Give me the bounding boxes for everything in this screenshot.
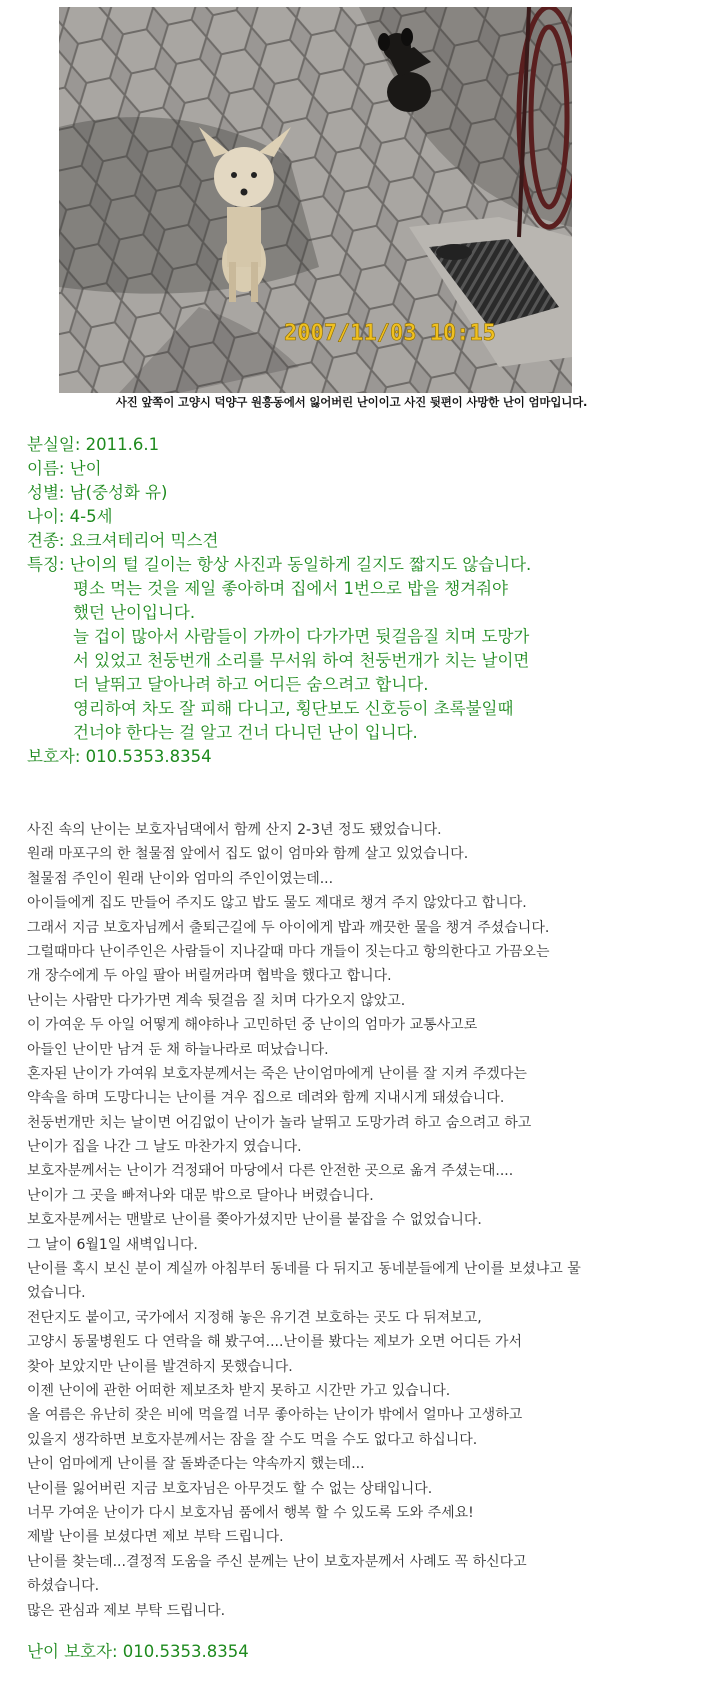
feature-line: 늘 겁이 많아서 사람들이 가까이 다가가면 뒷걸음질 치며 도망가 [73,627,530,646]
story-line: 난이는 사람만 다가가면 계속 뒷걸음 질 치며 다가오지 않았고. [27,992,406,1009]
story-line: 원래 마포구의 한 철물점 앞에서 집도 없이 엄마와 함께 살고 있었습니다. [27,846,469,863]
footer-guardian-contact: 난이 보호자: 010.5353.8354 [27,1642,249,1661]
story-line: 개 장수에게 두 아일 팔아 버릴꺼라며 협박을 했다고 합니다. [27,968,392,985]
story-line: 보호자분께서는 맨발로 난이를 쫒아가셨지만 난이를 붙잡을 수 없었습니다. [27,1212,482,1229]
story-line: 고양시 동물병원도 다 연락을 해 봤구여....난이를 봤다는 제보가 오면 어디든 가서 [27,1334,523,1351]
feature-line: 영리하여 차도 잘 피해 다니고, 횡단보도 신호등이 초록불일때 [73,699,514,718]
story-line: 이 가여운 두 아일 어떻게 해야하나 고민하던 중 난이의 엄마가 교통사고로 [27,1017,478,1034]
story-line: 혼자된 난이가 가여워 보호자분께서는 죽은 난이엄마에게 난이를 잘 지켜 주겠다는 [27,1065,527,1082]
story-line: 있을지 생각하면 보호자분께서는 잠을 잘 수도 먹을 수도 없다고 하십니다. [27,1431,478,1448]
story-line: 그 날이 6월1일 새벽입니다. [27,1236,198,1253]
dog-name: 이름: 난이 [27,459,102,478]
story-line: 난이를 찾는데...결정적 도움을 주신 분께는 난이 보호자분께서 사례도 꼭 하신다고 [27,1553,527,1570]
dog-age: 나이: 4-5세 [27,507,113,526]
story-line: 난이를 잃어버린 지금 보호자님은 아무것도 할 수 없는 상태입니다. [27,1480,433,1497]
story-line: 천둥번개만 치는 날이면 어김없이 난이가 놀라 날뛰고 도망가려 하고 숨으려고 하고 [27,1114,532,1131]
lost-date: 분실일: 2011.6.1 [27,435,160,454]
dog-info [27,433,531,769]
story-line: 아이들에게 집도 만들어 주지도 않고 밥도 물도 제대로 챙겨 주지 않았다고 합니다. [27,895,527,912]
story-line: 이젠 난이에 관한 어떠한 제보조차 받지 못하고 시간만 가고 있습니다. [27,1382,451,1399]
dog-features: 특징: 난이의 털 길이는 항상 사진과 동일하게 길지도 짧지도 않습니다. [27,555,532,574]
dog-breed: 견종: 요크셔테리어 믹스견 [27,531,219,550]
story-line: 제발 난이를 보셨다면 제보 부탁 드립니다. [27,1529,284,1546]
story-line: 그럴때마다 난이주인은 사람들이 지나갈때 마다 개들이 짓는다고 항의한다고 가끔오는 [27,943,550,960]
story-line: 난이가 집을 나간 그 날도 마찬가지 였습니다. [27,1139,302,1156]
story-line: 철물점 주인이 원래 난이와 엄마의 주인이였는데... [27,870,334,887]
feature-line: 평소 먹는 것을 제일 좋아하며 집에서 1번으로 밥을 챙겨줘야 [73,579,508,598]
story-line: 보호자분께서는 난이가 걱정돼어 마당에서 다른 안전한 곳으로 옮겨 주셨는대.... [27,1163,514,1180]
story-line: 그래서 지금 보호자님께서 출퇴근길에 두 아이에게 밥과 깨끗한 물을 챙겨 주셨습니다. [27,919,550,936]
feature-line: 서 있었고 천둥번개 소리를 무서워 하여 천둥번개가 치는 날이면 [73,651,530,670]
story-line: 올 여름은 유난히 잦은 비에 먹을껄 너무 좋아하는 난이가 밖에서 얼마나 고생하고 [27,1407,523,1424]
guardian-contact: 보호자: 010.5353.8354 [27,747,212,766]
story-line: 아들인 난이만 남겨 둔 채 하늘나라로 떠났습니다. [27,1041,329,1058]
feature-line: 더 날뛰고 달아나려 하고 어디든 숨으려고 합니다. [73,675,429,694]
dog-gender: 성별: 남(중성화 유) [27,483,168,502]
story-line: 사진 속의 난이는 보호자님댁에서 함께 산지 2-3년 정도 됐었습니다. [27,822,442,838]
feature-line: 건너야 한다는 걸 알고 건너 다니던 난이 입니다. [73,723,418,742]
photo-caption: 사진 앞쪽이 고양시 덕양구 원흥동에서 잃어버린 난이이고 사진 뒷편이 사망한 난이 엄마입니다. [115,395,588,409]
story-line: 전단지도 붙이고, 국가에서 지정해 놓은 유기견 보호하는 곳도 다 뒤져보고, [27,1309,482,1326]
story-line: 찾아 보았지만 난이를 발견하지 못했습니다. [27,1358,293,1375]
story-text [27,818,687,1623]
feature-line: 했던 난이입니다. [73,603,196,622]
story-line: 너무 가여운 난이가 다시 보호자님 품에서 행복 할 수 있도록 도와 주세요! [27,1504,474,1521]
story-line: 많은 관심과 제보 부탁 드립니다. [27,1602,226,1619]
photo-timestamp: 2007/11/03 10:15 [284,321,496,346]
story-line: 었습니다. [27,1285,86,1302]
story-line: 난이를 혹시 보신 분이 계실까 아침부터 동네를 다 뒤지고 동네분들에게 난이를 보셨냐고 물 [27,1261,581,1278]
story-line: 난이가 그 곳을 빠져나와 대문 밖으로 달아나 버렸습니다. [27,1187,374,1204]
story-line: 난이 엄마에게 난이를 잘 돌봐준다는 약속까지 했는데... [27,1456,365,1473]
story-line: 하셨습니다. [27,1578,100,1595]
story-line: 약속을 하며 도망다니는 난이를 겨우 집으로 데려와 함께 지내시게 돼셨습니다. [27,1090,505,1107]
dog-photo [59,7,572,393]
